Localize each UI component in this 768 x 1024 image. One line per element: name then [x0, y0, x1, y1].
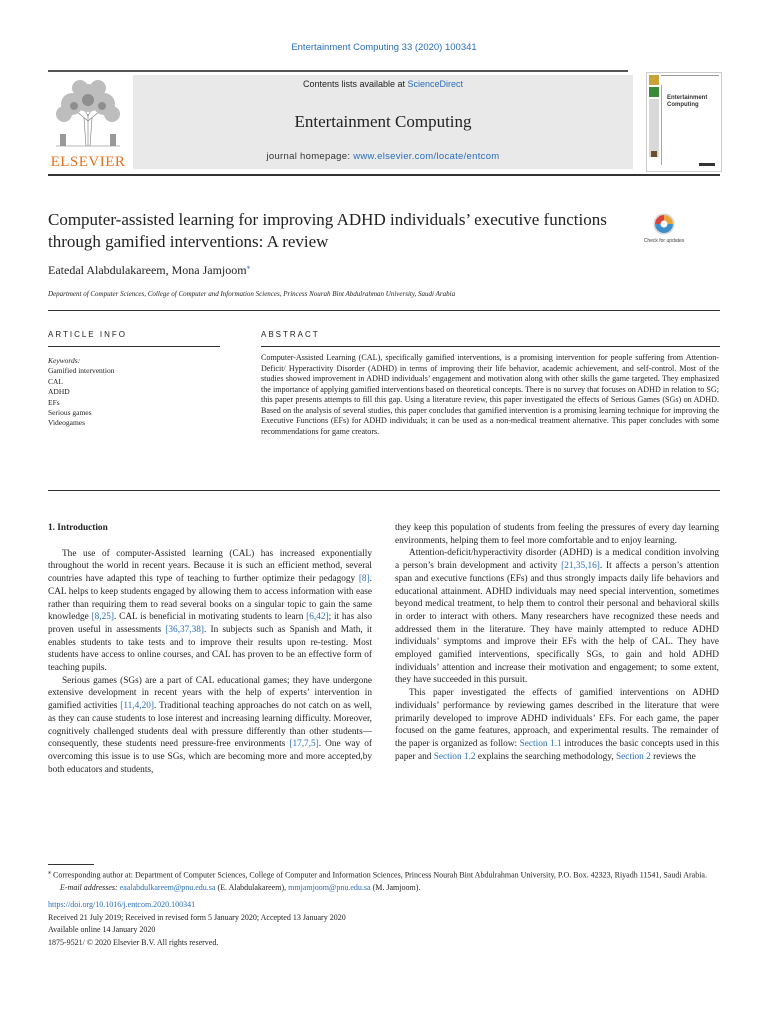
article-title: Computer-assisted learning for improving ADHD individuals’ executive functions through gamified interventions: A review — [48, 210, 607, 251]
text-run: . It affects a person’s attention span and executive functions (EFs) and thus strongly impacts daily life behaviors and educational attainment. ADHD individuals may need special intervention, sometimes beyond medical treatment, to help them to control their personal and behavioral skills in order to interact with others. Many researchers have recognized these needs and addressed them in the literature. They have mainly attempted to reduce ADHD individuals’ symptoms and improve their EFs with the help of CAL. They have employed gamified interventions, specifically SGs, to gain and hold ADHD individuals’ attention and increase their motivation and engagement; to some extent, they have succeeded in this pursuit. — [395, 561, 720, 686]
author-names: Eatedal Alabdulakareem, Mona Jamjoom — [48, 263, 247, 277]
paragraph — [395, 547, 719, 687]
text-run: The use of computer-Assisted learning (CAL) has increased exponentially throughout the world in recent years. Because it is such an efficient method, several countries have adapted this type of teaching to further optimize their pedagogy — [48, 548, 372, 585]
paragraph — [48, 675, 372, 777]
text-run: . CAL is beneficial in motivating students to learn — [114, 612, 307, 623]
keywords-list — [48, 356, 114, 429]
contents-available-line — [133, 79, 633, 89]
article-history — [48, 899, 720, 949]
citation-link[interactable]: [21,35,16] — [561, 561, 600, 572]
email-owner: (M. Jamjoom). — [370, 883, 421, 893]
citation-link[interactable]: [6,42] — [306, 612, 329, 623]
available-online-date: Available online 14 January 2020 — [48, 925, 156, 935]
keyword-item: ADHD — [48, 387, 70, 397]
contents-prefix: Contents lists available at — [302, 79, 408, 89]
text-run: introduces the basic concepts used in this paper and — [395, 738, 719, 762]
journal-banner — [133, 75, 633, 169]
masthead-top-rule — [48, 70, 628, 72]
section-rule-top — [48, 310, 720, 311]
masthead-bottom-rule — [48, 174, 720, 176]
journal-title: Entertainment Computing — [294, 112, 472, 131]
paragraph: they keep this population of students from feeling the pressures of every day learning environments, helping them to feel more comfortable and to enjoy learning. — [395, 523, 719, 546]
section-link[interactable]: Section 2 — [615, 751, 651, 762]
journal-homepage-link[interactable]: www.elsevier.com/locate/entcom — [353, 151, 500, 162]
corresponding-author-mark[interactable]: ⁎ — [246, 263, 251, 271]
homepage-prefix: journal homepage: — [266, 151, 354, 162]
text-run: Serious games (SGs) are a part of CAL educational games; they have undergone extensive development in recent years with the help of experts’ intervention in gamified activities — [48, 675, 372, 712]
text-run: Attention-deficit/hyperactivity disorder (ADHD) is a medical condition involving a person’s brain development and activity — [395, 548, 719, 572]
keyword-item: CAL — [48, 376, 63, 386]
cover-art-icon — [647, 73, 721, 171]
body-column-right — [395, 522, 719, 763]
text-run: This paper investigated the effects of gamified interventions on ADHD individuals’ performance by reviewing games described in the literature that were primarily developed to improve ADHD individuals’ EFs. For each game, the paper focused on the game features, approach, and experimental results. The remainder of the paper is organized as follow: — [395, 688, 719, 749]
elsevier-tree-icon — [48, 76, 128, 150]
email-addresses — [48, 882, 720, 894]
keyword-item: Videogames — [48, 418, 86, 428]
citation-link[interactable]: [17,7,5] — [289, 739, 319, 750]
text-run: ; it has also proven useful in assessments — [48, 612, 373, 635]
article-info-heading: ARTICLE INFO — [48, 330, 127, 339]
section-rule-bottom — [48, 490, 720, 491]
copyright-line: 1875-9521/ © 2020 Elsevier B.V. All rights reserved. — [48, 937, 219, 947]
text-run: . In subjects such as Spanish and Math, it enables students to take tests and to improve their results upon re-testing. Most students have access to online courses, and CAL has proven to be an effective form of teaching pupils. — [48, 624, 372, 674]
citation-link[interactable]: [8,25] — [91, 612, 115, 623]
paragraph — [395, 687, 719, 763]
email-link[interactable]: mmjamjoom@pnu.edu.sa — [288, 883, 371, 893]
citation-link[interactable]: [11,4,20] — [120, 701, 154, 712]
sciencedirect-link[interactable]: ScienceDirect — [407, 79, 464, 89]
keyword-item: Gamified intervention — [48, 366, 115, 376]
text-run: . One way of overcoming this issue is to use SGs, which are becoming more and more accepted,by both educators and students, — [48, 739, 372, 775]
journal-reference-link[interactable]: Entertainment Computing 33 (2020) 100341 — [291, 42, 477, 53]
text-run: explains the searching methodology, — [475, 751, 616, 762]
journal-masthead — [48, 70, 720, 180]
paragraph — [48, 548, 372, 675]
text-run: . CAL helps to keep students engaged by allowing them to access information with ease rather than requiring them to read several books on a singular topic to gain the same knowledge — [48, 574, 372, 623]
crossmark-label: Check for updates — [643, 238, 685, 244]
doi-link[interactable]: https://doi.org/10.1016/j.entcom.2020.100341 — [48, 900, 196, 910]
abstract-text: Computer-Assisted Learning (CAL), specifically gamified interventions, is a promising intervention for people suffering from Attention-Deficit/ Hyperactivity Disorder (ADHD) in terms of improving their life behavior, academic achievement, and self-control. Most of the studies showed improvement in ADHD individuals’ engagement and motivation along with other skills the game targeted. They emphasized the importance of applying gamified interventions based on theoretical concepts. There is no survey that focuses on ADHD in relation to SG; this paper presents attempts to fill this gap. Using a literature review, this paper investigated the effects of Serious Games (SGs) on ADHD. Based on the analysis of several studies, this paper concludes that gamified intervention is a promising learning technique for improving the Executive Functions (EFs) for ADHD individuals; it can be used as a non-medical treatment alternative. This paper concludes with some recommendations for game creators. — [261, 353, 719, 436]
elsevier-wordmark: ELSEVIER — [50, 154, 126, 170]
author-list — [48, 263, 250, 278]
section-heading-introduction: 1. Introduction — [48, 523, 108, 533]
citation-link[interactable]: [36,37,38] — [165, 624, 205, 635]
section-link[interactable]: Section 1.1 — [519, 738, 562, 749]
footnote-mark: ⁎ — [48, 870, 51, 876]
keyword-item: EFs — [48, 397, 60, 407]
text-run: reviews the — [650, 751, 696, 762]
article-info-rule — [48, 346, 220, 347]
email-owner: (E. Alabdulakareem), — [215, 883, 289, 893]
received-dates: Received 21 July 2019; Received in revised form 5 January 2020; Accepted 13 January 2020 — [48, 912, 346, 922]
section-link[interactable]: Section 1.2 — [433, 751, 476, 762]
journal-cover-thumbnail — [646, 72, 722, 172]
crossmark-icon — [643, 212, 685, 250]
elsevier-tree-logo — [48, 76, 128, 170]
email-label: E-mail addresses: — [60, 883, 120, 893]
footnote-rule — [48, 864, 94, 865]
keyword-item: Serious games — [48, 408, 92, 418]
abstract-rule — [261, 346, 720, 347]
footnotes — [48, 867, 720, 949]
corresponding-author-note — [48, 867, 720, 882]
body-column-left — [48, 522, 372, 776]
text-run: . Traditional teaching approaches do not catch on as well, as they can cause students to lose interest and increasing learning difficulty. Moreover, cognitively challenged students deal with pressure differently than other students—consequently, these students need pressure-free environments — [48, 701, 372, 750]
cover-journal-title: Entertainment Computing — [667, 95, 708, 108]
journal-homepage-line — [133, 151, 633, 162]
check-for-updates-badge[interactable] — [643, 212, 685, 250]
abstract-heading: ABSTRACT — [261, 330, 320, 339]
author-affiliation: Department of Computer Sciences, College of Computer and Information Sciences, Princess Nourah Bint Abdulrahman University, Saudi Arabia — [48, 290, 456, 298]
keywords-label: Keywords: — [48, 356, 81, 365]
email-link[interactable]: eaalabdulkareem@pnu.edu.sa — [119, 883, 216, 893]
corresponding-author-text: Corresponding author at: Department of Computer Sciences, College of Computer and Information Sciences, Princess Nourah Bint Abdulrahman University, P.O. Box. 42323, Riyadh 11541, Saudi Arabia. — [51, 870, 707, 880]
citation-link[interactable]: [8] — [358, 574, 370, 585]
